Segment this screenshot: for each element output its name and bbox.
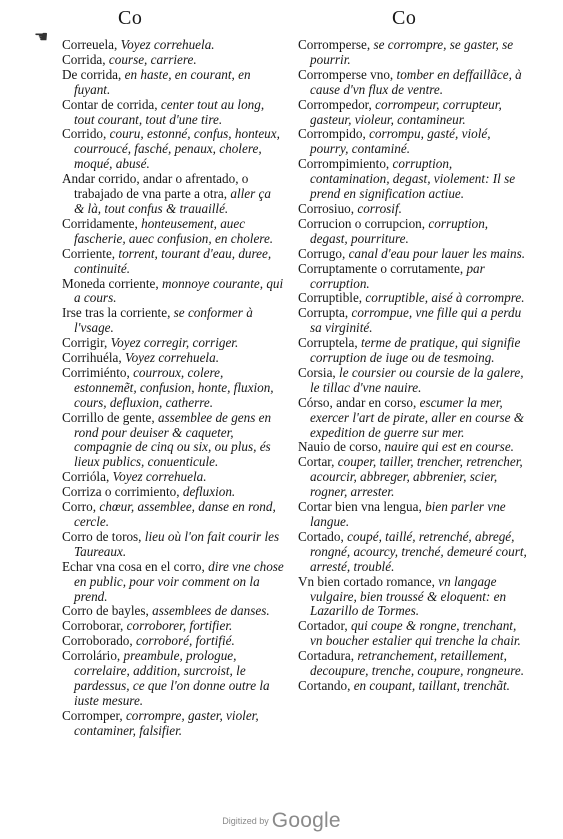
left-running-head: Co [118,7,143,29]
dictionary-entry [298,455,528,500]
headword: Corrimiénto, [62,364,130,380]
translation: corrompre, gaster, violer, contaminer, falsifier. [74,707,259,738]
translation: torrent, tourant d'eau, duree, continuité. [74,245,272,276]
headword: Vn bien cortado romance, [298,573,435,589]
headword: Corrupta, [298,305,349,321]
translation: se conformer à l'vsage. [74,305,253,336]
headword: Córso, andar en corso, [298,394,417,410]
headword: Corrihuéla, [62,350,122,366]
dictionary-entry [62,604,284,619]
headword: Cortado, [298,528,344,544]
digitized-by-label: Digitized by [222,816,269,826]
dictionary-entry [298,500,528,530]
dictionary-entry [62,127,284,172]
google-logo: Google [271,809,341,832]
headword: Corridamente, [62,215,138,231]
dictionary-entry [62,351,284,366]
headword: Corrompedor, [298,96,372,112]
translation: assemblee de gens en rond pour deuiser & caqueter, compagnie de cinq ou six, ou plus, és lieux publics, conuenticule. [74,409,272,470]
headword: Corro, [62,499,97,515]
translation: retranchement, retaillement, decoupure, trenche, coupure, rongneure. [310,648,524,679]
headword: Corroborar, [62,618,124,634]
translation: courroux, colere, estonnemẽt, confusion, honte, fluxion, cours, defluxion, catherre. [74,364,274,410]
dictionary-entry [298,38,528,68]
dictionary-entry [62,277,284,307]
translation: se corrompre, se gaster, se pourrir. [310,37,514,67]
headword: Corromperse vno, [298,66,394,82]
translation: corrompue, vne fille qui a perdu sa virginité. [310,305,522,336]
dictionary-entry [62,306,284,336]
headword: Corruptamente o corrutamente, [298,260,464,276]
dictionary-entry [62,560,284,605]
translation: corrompu, gasté, violé, pourry, contaminé. [310,126,491,157]
dictionary-entry [62,53,284,68]
dictionary-entry [62,470,284,485]
dictionary-entry [62,411,284,471]
dictionary-entry [298,98,528,128]
translation: canal d'eau pour lauer les mains. [345,245,526,261]
headword: Corromperse, [298,37,371,52]
dictionary-entry [62,68,284,98]
translation: qui coupe & rongne, trenchant, vn boucher estalier qui trenche la chair. [310,618,521,649]
translation: corroborer, fortifier. [123,618,233,634]
translation: en haste, en courant, en fuyant. [74,66,251,97]
digitized-watermark [0,809,563,833]
dictionary-entry [62,619,284,634]
right-column [298,38,528,694]
translation: en coupant, taillant, trenchãt. [350,677,510,693]
dictionary-entry [298,217,528,247]
translation: aller ça & là, tout confus & trauaillé. [74,186,271,216]
translation: course, carriere. [105,51,197,67]
dictionary-entry [62,500,284,530]
headword: Andar corrido, andar o afrentado, o trabajado de vna parte a otra, [62,171,249,202]
dictionary-entry [298,291,528,306]
translation: lieu où l'on fait courir les Taureaux. [74,528,280,559]
headword: Corruptela, [298,335,358,351]
dictionary-entry [298,127,528,157]
translation: tomber en deffaillãce, à cause d'vn flux de ventre. [310,66,522,97]
headword: Cortadura, [298,648,355,664]
translation: corruptible, aisé à corrompre. [362,290,525,306]
translation: dire vne chose en public, pour voir comment on la prend. [74,558,284,604]
dictionary-entry [298,306,528,336]
headword: Cortar bien vna lengua, [298,499,422,515]
headword: Correuela, [62,37,118,52]
headword: Irse tras la corriente, [62,305,171,321]
dictionary-entry [62,217,284,247]
translation: preambule, prologue, correlaire, addition, surcroist, le pardessus, ce que l'on donne outre la iuste mesure. [74,648,270,708]
headword: Corrido, [62,126,107,142]
dictionary-entry [62,485,284,500]
headword: Corrigir, [62,335,108,351]
dictionary-entry [298,202,528,217]
translation: Voyez correhuela. [121,350,219,366]
dictionary-entry [298,619,528,649]
dictionary-entry [298,575,528,620]
headword: Corsia, [298,364,336,380]
translation: corroboré, fortifié. [132,633,235,649]
dictionary-entry [62,649,284,709]
translation: corrompeur, corrupteur, gasteur, violeur, contamineur. [310,96,502,127]
dictionary-entry [298,649,528,679]
translation: corruption, contamination, degast, violement: Il se prend en signification actiue. [310,156,516,202]
headword: Corrida, [62,51,106,67]
translation: Voyez correhuela. [117,37,215,52]
translation: Voyez correhuela. [109,469,207,485]
translation: honteusement, auec fascherie, auec confusion, en cholere. [74,215,274,246]
headword: Moneda corriente, [62,275,159,291]
translation: chœur, assemblee, danse en rond, cercle. [74,499,276,529]
headword: Cortando, [298,677,351,693]
translation: le coursier ou coursie de la galere, le tillac d'vne nauire. [310,364,524,395]
headword: De corrida, [62,66,122,82]
dictionary-entry [298,440,528,455]
dictionary-entry [62,172,284,217]
translation: terme de pratique, qui signifie corruption de iuge ou de tesmoing. [310,335,521,366]
translation: escumer la mer, exercer l'art de pirate, aller en course & expedition de guerre sur mer. [310,394,525,440]
translation: defluxion. [179,484,236,500]
dictionary-entry [298,679,528,694]
dictionary-entry [62,530,284,560]
headword: Corrugo, [298,245,346,261]
translation: Voyez corregir, corriger. [107,335,239,351]
translation: assemblees de danses. [148,603,270,619]
translation: bien parler vne langue. [310,499,506,529]
right-running-head: Co [392,7,417,29]
headword: Contar de corrida, [62,96,158,112]
translation: corrosif. [354,200,402,216]
left-column [62,38,284,739]
headword: Cortador, [298,618,348,634]
dictionary-entry [298,247,528,262]
dictionary-entry [298,530,528,575]
translation: monnoye courante, qui a cours. [74,275,284,306]
headword: Corromper, [62,707,123,723]
headword: Cortar, [298,454,335,470]
headword: Corrosiuo, [298,200,355,216]
dictionary-entry [62,709,284,739]
translation: center tout au long, tout courant, tout d'une tire. [74,96,265,127]
headword: Nauio de corso, [298,439,382,455]
translation: nauire qui est en course. [381,439,514,455]
headword: Corrolário, [62,648,121,664]
translation: corruption, degast, pourriture. [310,215,489,246]
translation: par corruption. [310,260,485,291]
dictionary-entry [298,336,528,366]
dictionary-entry [62,247,284,277]
dictionary-entry [62,98,284,128]
dictionary-entry [298,366,528,396]
headword: Corro de bayles, [62,603,149,619]
translation: couper, tailler, trencher, retrencher, acourcir, abbreger, abbrenier, scier, rogner, arrester. [310,454,523,500]
dictionary-entry [62,366,284,411]
headword: Corriza o corrimiento, [62,484,180,500]
dictionary-entry [62,634,284,649]
translation: coupé, taillé, retrenché, abregé, rongné, acourcy, trenché, demeuré court, arresté, troublé. [310,528,527,574]
dictionary-entry [298,68,528,98]
translation: couru, estonné, confus, honteux, courroucé, fasché, penaux, cholere, moqué, abusé. [74,126,280,172]
headword: Corrompido, [298,126,366,142]
dictionary-entry [298,262,528,292]
dictionary-entry [62,38,284,53]
headword: Corrucion o corrupcion, [298,215,426,231]
headword: Corruptible, [298,290,363,306]
headword: Corro de toros, [62,528,142,544]
translation: vn langage vulgaire, bien troussé & eloquent: en Lazarillo de Tormes. [310,573,507,619]
dictionary-entry [298,396,528,441]
headword: Corrióla, [62,469,110,485]
headword: Corroborado, [62,633,133,649]
headword: Corriente, [62,245,116,261]
dictionary-entry [298,157,528,202]
corner-mark: ☚ [34,29,49,46]
headword: Corrompimiento, [298,156,390,172]
headword: Echar vna cosa en el corro, [62,558,205,574]
headword: Corrillo de gente, [62,409,155,425]
dictionary-entry [62,336,284,351]
